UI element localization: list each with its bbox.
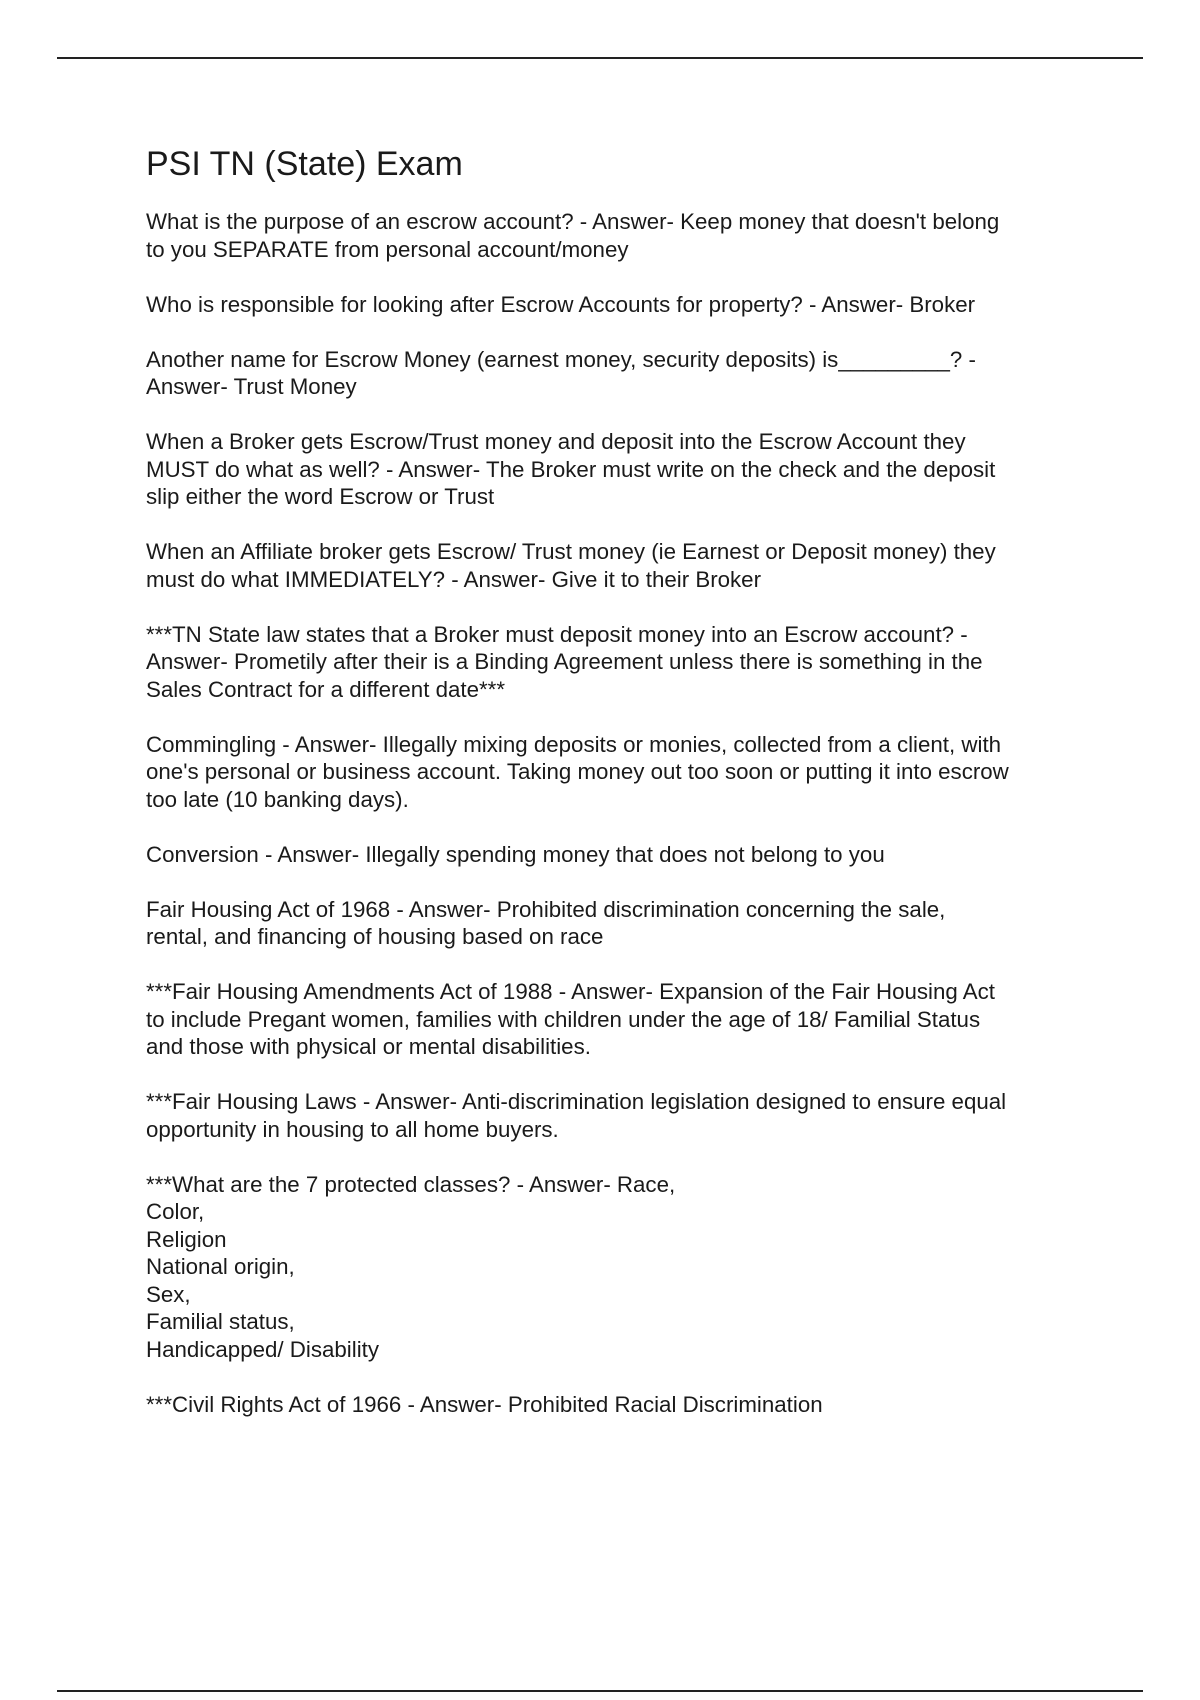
qa-entry-10: ***Fair Housing Amendments Act of 1988 - Answer- Expansion of the Fair Housing Act to include Pregant women, families with children under the age of 18/ Familial Status and those with physical or mental disabilities. [146,979,995,1059]
qa-entry-9: Fair Housing Act of 1968 - Answer- Prohibited discrimination concerning the sale, rental, and financing of housing based on race [146,896,946,949]
top-divider [57,57,1143,59]
qa-entry-2: Who is responsible for looking after Escrow Accounts for property? - Answer- Broker [146,291,976,317]
qa-entry-1: What is the purpose of an escrow account? - Answer- Keep money that doesn't belong to you SEPARATE from personal account/money [146,209,1000,262]
qa-entry-12: ***What are the 7 protected classes? - Answer- Race, Color, Religion National origin, Sex, Familial status, Handicapped/ Disability [146,1171,676,1362]
qa-entry-5: When an Affiliate broker gets Escrow/ Trust money (ie Earnest or Deposit money) they must do what IMMEDIATELY? - Answer- Give it to their Broker [146,539,996,592]
qa-entry-6: ***TN State law states that a Broker must deposit money into an Escrow account? - Answer- Prometily after their is a Binding Agreement unless there is something in the Sales Contract for a different date*** [146,621,983,702]
qa-entry-13: ***Civil Rights Act of 1966 - Answer- Prohibited Racial Discrimination [146,1391,823,1417]
qa-entry-3: Another name for Escrow Money (earnest money, security deposits) is_________? - Answer- Trust Money [146,346,976,399]
document-body [146,140,1096,1446]
qa-entry-4: When a Broker gets Escrow/Trust money and deposit into the Escrow Account they MUST do what as well? - Answer- The Broker must write on the check and the deposit slip either the word Escrow or Trust [146,429,996,509]
qa-entry-8: Conversion - Answer- Illegally spending money that does not belong to you [146,841,885,867]
page-title: PSI TN (State) Exam [146,145,463,183]
qa-entry-11: ***Fair Housing Laws - Answer- Anti-discrimination legislation designed to ensure equal opportunity in housing to all home buyers. [146,1089,1007,1142]
bottom-divider [57,1690,1143,1692]
qa-entry-7: Commingling - Answer- Illegally mixing deposits or monies, collected from a client, with one's personal or business account. Taking money out too soon or putting it into escrow too late (10 banking days). [146,731,1009,812]
